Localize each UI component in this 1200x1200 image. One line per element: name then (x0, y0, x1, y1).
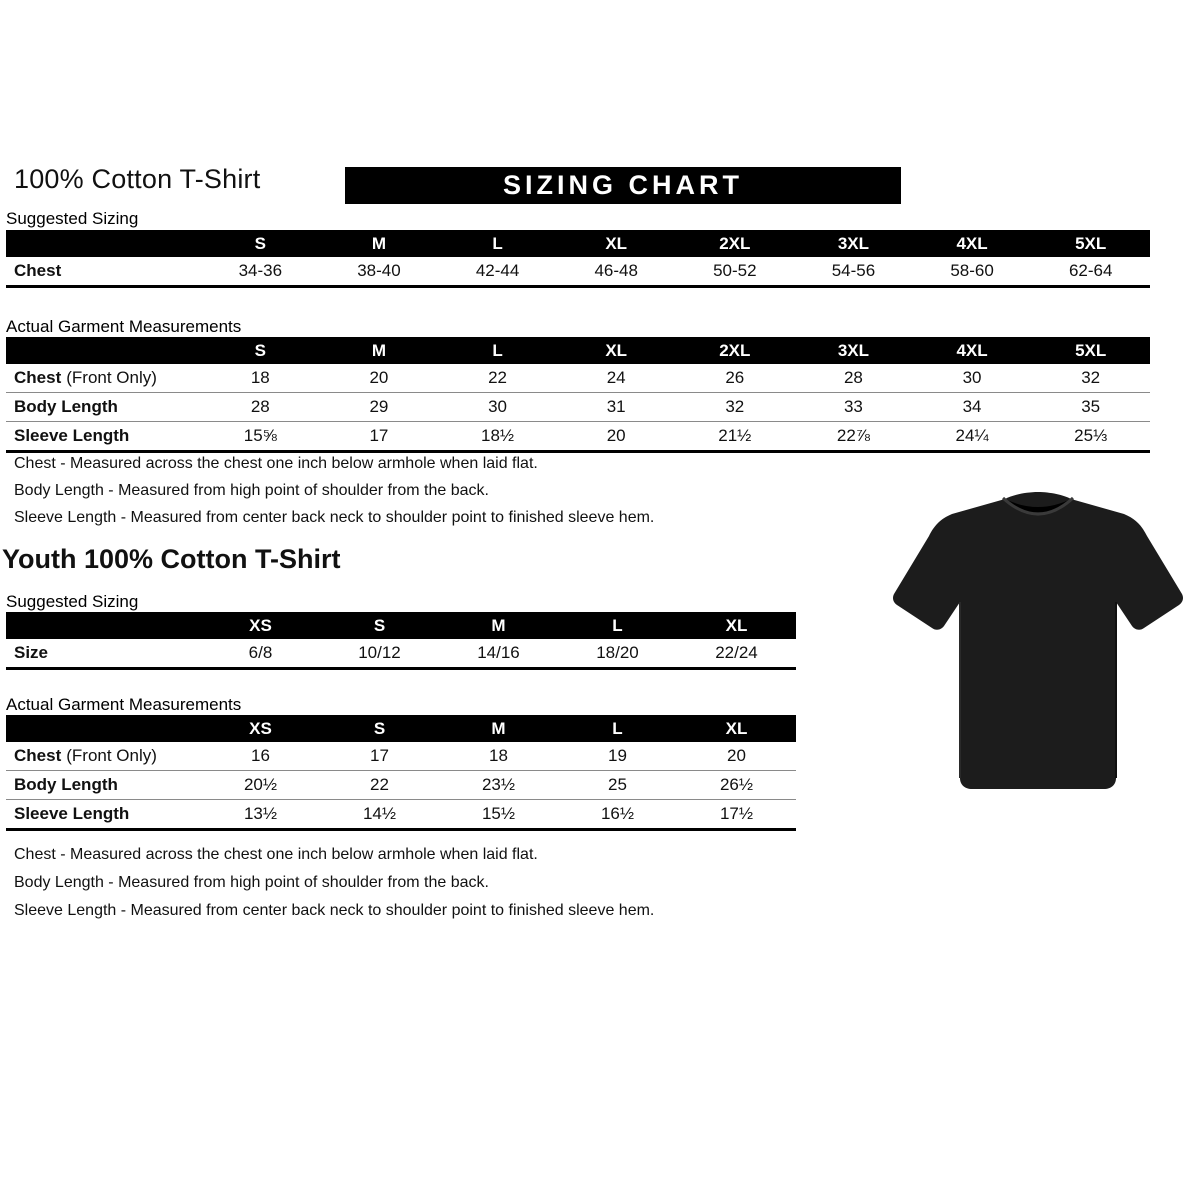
value-cell: 62-64 (1068, 261, 1113, 280)
row-label-cell (6, 261, 201, 281)
value-cell: 29 (369, 397, 389, 416)
table-row (6, 364, 1150, 393)
value-cell: 46-48 (594, 261, 638, 280)
size-column-header: 2XL (719, 340, 751, 360)
value-cell: 54-56 (831, 261, 876, 280)
value-cell: 34-36 (238, 261, 283, 280)
value-cell: 28 (843, 368, 863, 387)
adult-suggested-sizing-table (6, 230, 1150, 288)
sizing-chart-banner: SIZING CHART (345, 167, 901, 204)
value-cell: 26 (725, 368, 745, 387)
adult-section-title: 100% Cotton T-Shirt (14, 164, 261, 194)
value-cell: 6/8 (248, 643, 273, 662)
value-cell: 31 (606, 397, 626, 416)
size-column-header: 5XL (1075, 340, 1107, 360)
size-column-header: XL (605, 233, 628, 253)
value-cell: 28 (250, 397, 270, 416)
table-row (6, 639, 796, 670)
value-cell: 18/20 (596, 643, 639, 662)
table-row (6, 742, 796, 771)
value-cell: 14/16 (477, 643, 520, 662)
value-cell: 22⅞ (836, 426, 870, 445)
size-column-header: 4XL (956, 340, 988, 360)
table-row (6, 800, 796, 831)
row-label-cell (6, 368, 201, 388)
size-column-header: M (371, 233, 387, 253)
row-label: Body Length (14, 397, 118, 416)
value-cell: 15⅝ (243, 426, 277, 445)
value-cell: 42-44 (475, 261, 520, 280)
size-column-header: M (491, 718, 506, 738)
value-cell: 22/24 (715, 643, 758, 662)
table-row (6, 393, 1150, 422)
value-cell: 18 (489, 746, 508, 765)
size-column-header: L (492, 340, 503, 360)
adult-actual-header-row (6, 337, 1150, 364)
row-label-suffix: (Front Only) (66, 368, 157, 387)
value-cell: 34 (962, 397, 982, 416)
value-cell: 17½ (719, 804, 754, 823)
value-cell: 26½ (719, 775, 754, 794)
value-cell: 20 (606, 426, 626, 445)
row-label-suffix: (Front Only) (66, 746, 157, 765)
youth-section-title: Youth 100% Cotton T-Shirt (2, 544, 341, 574)
value-cell: 20 (369, 368, 389, 387)
size-column-header: L (492, 233, 503, 253)
size-column-header: XS (249, 615, 272, 635)
measurement-note: Chest - Measured across the chest one inch below armhole when laid flat. (14, 455, 538, 472)
row-label: Sleeve Length (14, 426, 130, 445)
table-row (6, 257, 1150, 288)
adult-suggested-header-row (6, 230, 1150, 257)
value-cell: 30 (962, 368, 982, 387)
value-cell: 32 (1081, 368, 1101, 387)
measurement-note: Body Length - Measured from high point of shoulder from the back. (14, 874, 489, 891)
size-column-header: 2XL (719, 233, 751, 253)
youth-actual-header-row (6, 715, 796, 742)
table-row (6, 771, 796, 800)
size-column-header: XS (249, 718, 272, 738)
row-label-cell (6, 775, 201, 795)
row-label: Size (14, 643, 49, 662)
size-column-header: 3XL (837, 340, 870, 360)
size-column-header: 3XL (837, 233, 870, 253)
measurement-note: Sleeve Length - Measured from center back neck to shoulder point to finished sleeve hem. (14, 509, 655, 526)
youth-suggested-header-row (6, 612, 796, 639)
row-label: Chest (14, 368, 62, 387)
size-column-header: S (373, 718, 386, 738)
youth-suggested-sizing-label: Suggested Sizing (6, 592, 139, 611)
tshirt-product-image (888, 476, 1188, 812)
value-cell: 25 (608, 775, 627, 794)
value-cell: 10/12 (358, 643, 401, 662)
value-cell: 17 (369, 426, 389, 445)
size-column-header: XL (725, 718, 748, 738)
size-column-header: S (254, 340, 266, 360)
size-column-header: XL (605, 340, 628, 360)
value-cell: 30 (488, 397, 508, 416)
measurement-note: Body Length - Measured from high point of shoulder from the back. (14, 482, 489, 499)
value-cell: 18½ (481, 426, 515, 445)
size-column-header: XL (725, 615, 748, 635)
youth-actual-measurements-label: Actual Garment Measurements (6, 695, 242, 714)
size-column-header: M (371, 340, 387, 360)
row-label: Chest (14, 261, 62, 280)
adult-suggested-sizing-label: Suggested Sizing (6, 209, 139, 228)
size-column-header: S (373, 615, 386, 635)
value-cell: 20½ (243, 775, 278, 794)
value-cell: 14½ (362, 804, 397, 823)
value-cell: 17 (370, 746, 389, 765)
value-cell: 22 (488, 368, 508, 387)
value-cell: 32 (725, 397, 745, 416)
value-cell: 24 (606, 368, 626, 387)
size-column-header: L (612, 718, 623, 738)
row-label-cell (6, 643, 201, 663)
value-cell: 58-60 (950, 261, 994, 280)
value-cell: 23½ (481, 775, 516, 794)
value-cell: 50-52 (713, 261, 757, 280)
table-row (6, 422, 1150, 453)
size-column-header: 4XL (956, 233, 988, 253)
value-cell: 38-40 (357, 261, 401, 280)
value-cell: 18 (250, 368, 270, 387)
value-cell: 21½ (718, 426, 752, 445)
measurement-note: Sleeve Length - Measured from center back neck to shoulder point to finished sleeve hem. (14, 902, 655, 919)
row-label: Chest (14, 746, 62, 765)
value-cell: 19 (608, 746, 627, 765)
value-cell: 25⅓ (1074, 426, 1108, 445)
value-cell: 20 (727, 746, 746, 765)
row-label: Body Length (14, 775, 118, 794)
adult-actual-measurements-table (6, 337, 1150, 453)
size-column-header: L (612, 615, 623, 635)
value-cell: 24¼ (955, 426, 989, 445)
value-cell: 13½ (243, 804, 278, 823)
measurement-note: Chest - Measured across the chest one inch below armhole when laid flat. (14, 846, 538, 863)
row-label-cell (6, 426, 201, 446)
value-cell: 16½ (600, 804, 635, 823)
row-label-cell (6, 804, 201, 824)
value-cell: 33 (843, 397, 863, 416)
row-label-cell (6, 746, 201, 766)
size-column-header: S (254, 233, 266, 253)
row-label: Sleeve Length (14, 804, 130, 823)
value-cell: 15½ (481, 804, 516, 823)
value-cell: 16 (251, 746, 270, 765)
youth-suggested-sizing-table (6, 612, 796, 670)
adult-actual-measurements-label: Actual Garment Measurements (6, 317, 242, 336)
value-cell: 22 (370, 775, 389, 794)
size-column-header: M (491, 615, 506, 635)
row-label-cell (6, 397, 201, 417)
youth-actual-measurements-table (6, 715, 796, 831)
value-cell: 35 (1081, 397, 1101, 416)
size-column-header: 5XL (1075, 233, 1107, 253)
